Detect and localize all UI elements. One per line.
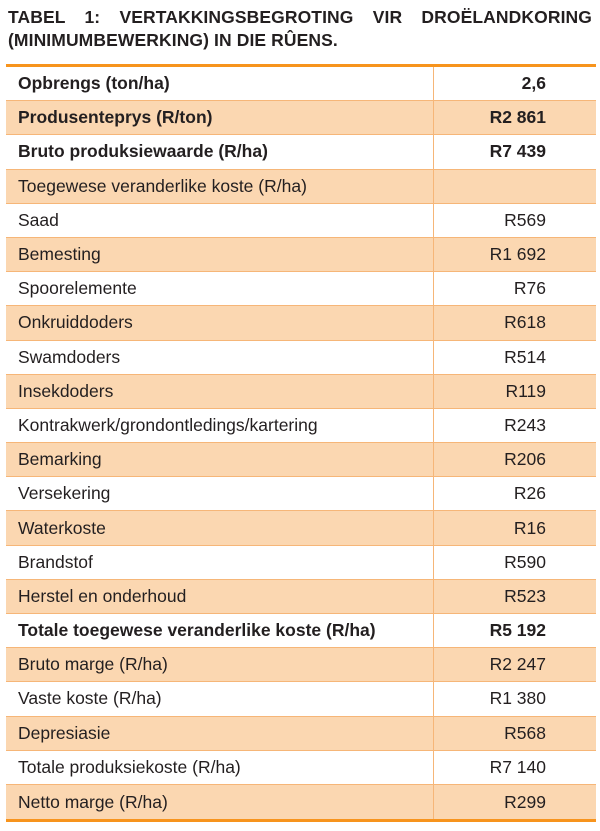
table-row — [6, 443, 596, 477]
table-row — [6, 409, 596, 443]
row-label: Onkruiddoders — [6, 306, 434, 339]
table-caption: TABEL 1: VERTAKKINGSBEGROTING VIR DROËLANDKORING (MINIMUMBEWERKING) IN DIE RÛENS. — [8, 7, 592, 50]
row-label: Bemesting — [6, 238, 434, 271]
row-label: Produsenteprys (R/ton) — [6, 101, 434, 134]
row-label: Vaste koste (R/ha) — [6, 682, 434, 715]
row-label: Opbrengs (ton/ha) — [6, 67, 434, 100]
row-label: Spoorelemente — [6, 272, 434, 305]
budget-table — [6, 64, 596, 822]
row-value: R5 192 — [489, 620, 546, 641]
table-row — [6, 272, 596, 306]
row-value: R2 247 — [489, 654, 546, 675]
row-label: Waterkoste — [6, 511, 434, 544]
row-label: Totale toegewese veranderlike koste (R/ha) — [6, 614, 434, 647]
row-value: R514 — [504, 346, 546, 367]
row-label: Brandstof — [6, 546, 434, 579]
row-value: R569 — [504, 209, 546, 230]
table-row — [6, 375, 596, 409]
row-value: R26 — [513, 483, 546, 504]
table-row — [6, 648, 596, 682]
row-value: R590 — [504, 551, 546, 572]
row-value: R7 140 — [489, 756, 546, 777]
row-value: R76 — [513, 278, 546, 299]
table-row — [6, 580, 596, 614]
table-row — [6, 785, 596, 819]
row-label: Insekdoders — [6, 375, 434, 408]
table-row — [6, 238, 596, 272]
table-row — [6, 67, 596, 101]
table-row — [6, 614, 596, 648]
row-label: Bruto marge (R/ha) — [6, 648, 434, 681]
table-row — [6, 306, 596, 340]
table-row — [6, 204, 596, 238]
row-label: Totale produksiekoste (R/ha) — [6, 751, 434, 784]
row-label: Saad — [6, 204, 434, 237]
row-label: Versekering — [6, 477, 434, 510]
row-value: R206 — [504, 449, 546, 470]
table-row — [6, 717, 596, 751]
row-label: Netto marge (R/ha) — [6, 785, 434, 819]
table-row — [6, 135, 596, 169]
row-label: Bemarking — [6, 443, 434, 476]
row-value: R568 — [504, 722, 546, 743]
row-label: Herstel en onderhoud — [6, 580, 434, 613]
row-label: Toegewese veranderlike koste (R/ha) — [6, 170, 434, 203]
row-value: R1 380 — [489, 688, 546, 709]
table-row — [6, 751, 596, 785]
row-value: R299 — [504, 791, 546, 812]
table-row — [6, 341, 596, 375]
table-row — [6, 170, 596, 204]
row-label: Kontrakwerk/grondontledings/kartering — [6, 409, 434, 442]
row-label: Depresiasie — [6, 717, 434, 750]
row-value: R1 692 — [489, 244, 546, 265]
row-value — [434, 170, 596, 203]
row-value: R618 — [504, 312, 546, 333]
row-value: R243 — [504, 414, 546, 435]
table-row — [6, 546, 596, 580]
row-value: R7 439 — [489, 141, 546, 162]
table-row — [6, 682, 596, 716]
row-value: R119 — [505, 380, 546, 401]
row-value: 2,6 — [521, 73, 546, 94]
table-row — [6, 101, 596, 135]
row-value: R2 861 — [489, 107, 546, 128]
row-label: Bruto produksiewaarde (R/ha) — [6, 135, 434, 168]
row-label: Swamdoders — [6, 341, 434, 374]
table-row — [6, 511, 596, 545]
row-value: R523 — [504, 585, 546, 606]
table-row — [6, 477, 596, 511]
row-value: R16 — [513, 517, 546, 538]
